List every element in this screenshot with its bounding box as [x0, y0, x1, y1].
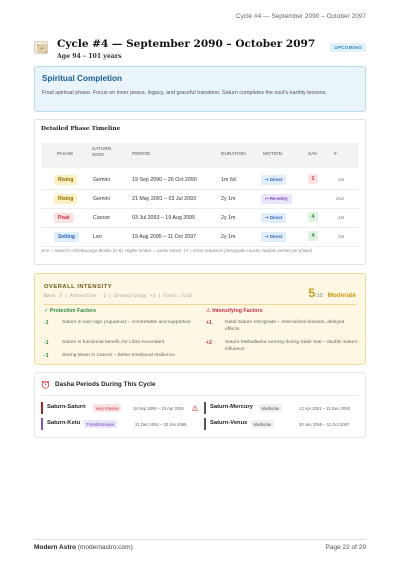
scroll-icon	[34, 41, 48, 54]
factor-value: -1	[44, 353, 49, 359]
footer-brand	[34, 544, 133, 551]
overall-intensity-card	[34, 273, 366, 365]
factor-value: -1	[44, 340, 49, 346]
entry-number: 2nd	[336, 196, 344, 201]
timeline-table	[41, 143, 359, 243]
protective-title: ✓ Protective Factors	[44, 308, 97, 314]
footer-divider	[34, 539, 366, 540]
sign-cell: Leo	[93, 234, 102, 240]
table-row	[41, 171, 359, 190]
phase-badge: Setting	[54, 232, 79, 242]
factor-value: +2	[206, 340, 212, 346]
col-num: #	[334, 152, 337, 157]
dasha-dates: 18 Sep 2090 – 13 Apr 2091	[133, 405, 184, 411]
period-cell: 19 Sep 2090 – 26 Oct 2090	[132, 177, 197, 183]
motion-badge: ↩ Re-entry	[261, 194, 292, 204]
page-number: Page 22 of 29	[325, 544, 366, 551]
score-label: Moderate	[327, 292, 356, 299]
col-period: PERIOD	[132, 152, 151, 157]
intensity-formula: Base: 5 | Protective: -2 | Intensifying: +3 | Final: 5/10	[44, 294, 192, 299]
warning-icon	[192, 405, 198, 411]
table-footnote: SAV = Saturn's Ashtakavarga Bindus (0–8). Higher bindus = easier transit. | # = Entry sequence (retrograde causes multiple entries per phase)	[41, 248, 313, 253]
dasha-name: Saturn-Venus	[210, 420, 248, 426]
duration-cell: 2y 1m	[221, 196, 236, 202]
protective-factor: Saturn in own sign (Aquarius) – comfortable and supportive	[62, 320, 191, 325]
intensifying-factor: Natal Saturn retrograde – internalized lessons, delayed effects	[225, 320, 345, 332]
timeline-title: Detailed Phase Timeline	[41, 126, 121, 132]
dasha-name: Saturn-Mercury	[210, 404, 253, 410]
dasha-title: Dasha Periods During This Cycle	[55, 381, 156, 388]
entry-number: 1st	[338, 177, 345, 182]
factor-value: +1	[206, 320, 212, 326]
dasha-divider	[41, 395, 359, 396]
phase-badge: Rising	[54, 175, 77, 185]
alarm-clock-icon	[41, 380, 50, 389]
protective-factor: Saturn is functional benefic for Libra Ascendant	[62, 340, 165, 345]
table-row	[41, 228, 359, 247]
age-range: Age 94 – 101 years	[57, 53, 122, 60]
sav-badge: 2	[308, 174, 318, 184]
period-cell: 21 May 2091 – 03 Jul 2093	[132, 196, 196, 202]
sign-cell: Gemini	[93, 177, 110, 183]
motion-badge: ⇒ Direct	[261, 213, 286, 223]
brand-name: Modern Astro	[34, 544, 77, 551]
intensifying-title: ⚠ Intensifying Factors	[206, 308, 263, 314]
protective-factor: Strong Moon in Cancer – better emotional resilience	[62, 353, 175, 358]
dasha-item	[204, 402, 361, 414]
table-header	[41, 143, 359, 168]
motion-badge: ⇒ Direct	[261, 232, 286, 242]
sav-badge: 4	[308, 212, 318, 222]
cycle-title: Cycle #4 — September 2090 – October 2097	[57, 38, 316, 50]
phase-timeline	[34, 119, 366, 265]
col-phase: PHASE	[57, 152, 74, 157]
dasha-periods-card	[34, 372, 366, 438]
table-row	[41, 209, 359, 228]
intensity-score	[308, 284, 356, 302]
table-row	[41, 190, 359, 209]
col-motion: MOTION	[263, 152, 283, 157]
dasha-dates: 30 Jan 2095 – 11 Oct 2097	[299, 421, 350, 427]
dasha-intensity-badge: Very Intense	[93, 404, 121, 412]
duration-cell: 1m 6d	[221, 177, 236, 183]
status-badge: UPCOMING	[330, 43, 366, 52]
duration-cell: 2y 1m	[221, 215, 236, 221]
sign-cell: Cancer	[93, 215, 111, 221]
dasha-item	[41, 418, 198, 430]
score-max: /10	[315, 293, 323, 299]
phase-badge: Peak	[54, 213, 74, 223]
dasha-intensity-badge: Transformative	[84, 420, 117, 428]
motion-badge: ⇒ Direct	[261, 175, 286, 185]
dasha-name: Saturn-Saturn	[47, 404, 86, 410]
period-cell: 03 Jul 2093 – 19 Aug 2095	[132, 215, 196, 221]
entry-number: 1st	[338, 234, 345, 239]
dasha-dates: 13 Apr 2091 – 21 Dec 2093	[299, 405, 350, 411]
sav-badge: 4	[308, 231, 318, 241]
sign-cell: Gemini	[93, 196, 110, 202]
spiritual-completion-card	[34, 66, 366, 112]
cycle-header	[34, 38, 366, 64]
col-sign: SATURN SIGN	[92, 147, 112, 158]
spiritual-text: Final spiritual phase. Focus on inner peace, legacy, and graceful transition. Saturn completes the soul's earthly lessons.	[42, 90, 327, 96]
factor-value: -1	[44, 320, 49, 326]
dasha-name: Saturn-Ketu	[47, 420, 81, 426]
brand-site: (modernastro.com)	[77, 544, 133, 551]
col-sav: SAV	[308, 152, 318, 157]
dasha-intensity-badge: Moderate	[251, 420, 274, 428]
duration-cell: 2y 1m	[221, 234, 236, 240]
dasha-item	[41, 402, 198, 414]
intensity-divider	[44, 304, 356, 305]
intensifying-factor: Saturn Mahadasha running during Sade Sati – double Saturn influence	[225, 340, 358, 352]
dasha-dates: 21 Dec 2093 – 30 Jan 2095	[135, 421, 187, 427]
score-value: 5	[308, 286, 316, 300]
phase-badge: Rising	[54, 194, 77, 204]
period-cell: 19 Aug 2095 – 11 Oct 2097	[132, 234, 197, 240]
dasha-intensity-badge: Moderate	[259, 404, 282, 412]
entry-number: 1st	[338, 215, 345, 220]
intensity-label: OVERALL INTENSITY	[44, 284, 112, 290]
dasha-item	[204, 418, 361, 430]
col-duration: DURATION	[221, 152, 246, 157]
running-head: Cycle #4 — September 2090 – October 2097	[235, 13, 366, 20]
spiritual-title: Spiritual Completion	[42, 74, 123, 83]
